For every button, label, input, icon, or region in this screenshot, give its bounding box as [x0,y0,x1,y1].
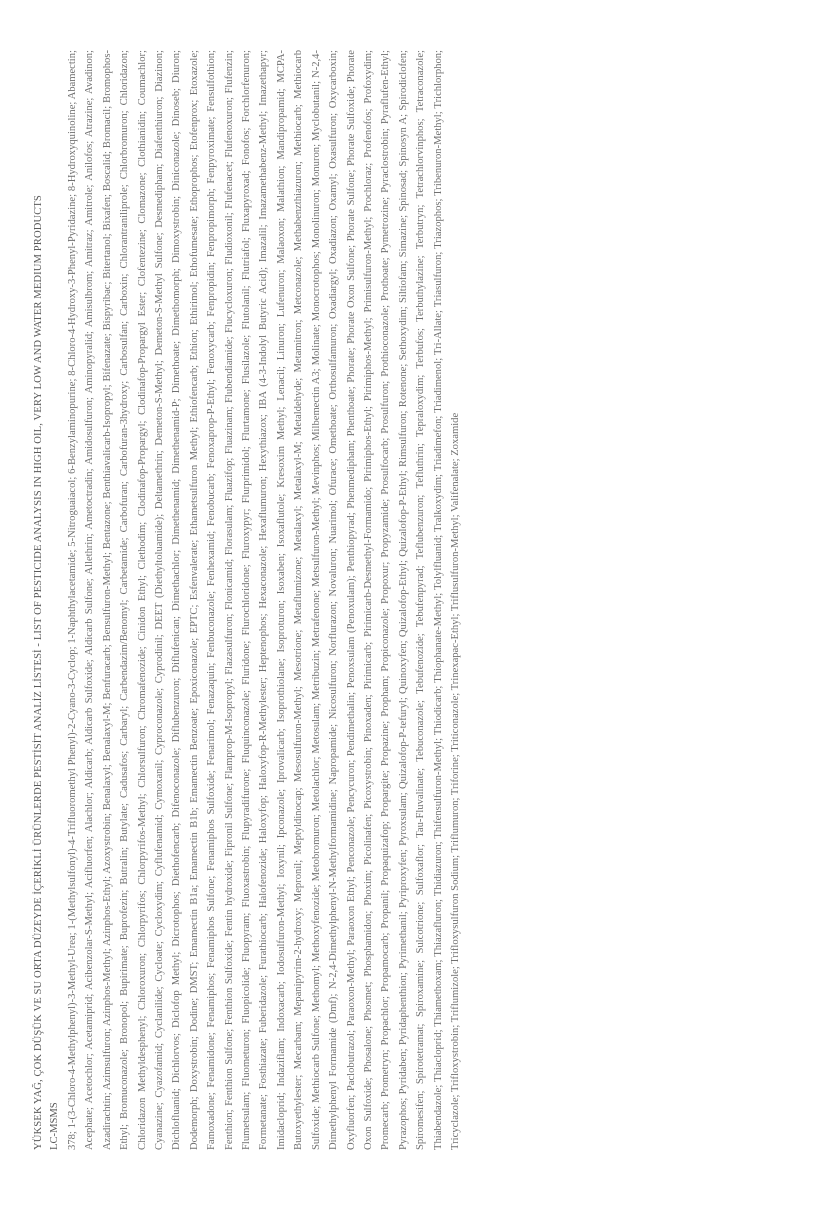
rotated-content [30,50,820,1150]
pesticide-list: 378; 1-(3-Chloro-4-Methylphenyl)-3-Methyl-Urea; 1-(Methylsulfonyl)-4-Trifluoromethyl Phenyl)-2-Cyano-3-Cyclop; 1-Naphthylacetamide; 5-Nitroguaiacol; 6-Benzylaminopurine; 8-Chloro-4-Hydroxy-3-Phenyl-Pyridazine; 8-Hydroxyquinoline; Abamectin; Acephate; Acetochlor; Acetamiprid; Acibenzolar-S-Methyl; Acifluorfen; Alachlor; Aldicarb; Aldicarb Sulfoxide; Aldicarb Sulfone; Allethrin; Ametoctradin; Amidosulfuron; Aminopyralid; Amisulbrom; Amitraz; Amitrole; Anilofos; Atrazine; Avadinon; Azadirachtin; Azimsulfuron; Azinphos-Methyl; Azinphos-Ethyl; Azoxystrobin; Benalaxyl; Benalaxyl-M; Benfuracarb; Bensulfuron-Methyl; Bentazone; Benthiavalicarb-Isopropyl; Bifenazate; Bispyribac; Bitertanol; Bixafen; Boscalid; Bromacil; Bromophos-Ethyl; Bromuconazole; Bronopol; Bupirimate; Buprofezin; Butralin; Butylate; Cadusafos; Carbaryl; Carbendazim/Benomyl; Carbetamide; Carbofuran; Carbofuran-3hydroxy; Carbosulfan; Carboxin; Chlorantraniliprole; Chlorbromuron; Chloridazon; Chloridazon Methyldesphenyl; Chloroxuron; Chlorpyrifos; Chlorpyrifos-Methyl; Chlorsulfuron; Chromafenozide; Cinidon Ethyl; Clethodim; Clodinafop-Propargyl; Clodinafop-Propargyl Ester; Clofentezine; Clomazone; Clothianidin; Coumachlor; Cyanazine; Cyazofamid; Cyclanilide; Cycloate; Cycloxydim; Cyflufenamid; Cymoxanil; Cyproconazole; Cyprodinil; DEET (Diethyltoluamide); Deltamethrin; Demeton-S-Methyl; Demeton-S-Methyl Sulfone; Desmedipham; Diafenthiuron; Diazinon; Dichlofluanid; Dichlorvos; Diclofop Methyl; Dicrotophos; Diethofencarb; Difenoconazole; Diflubenzuron; Diflufenican; Dimethachlor; Dimethenamid; Dimethenamid-P; Dimethoate; Dimethomorph; Dimoxystrobin; Diniconazole; Dinoseb; Diuron; Dodemorph; Doxystrobin; Dodine; DMST; Emamectin B1a; Emamectin B1b; Emamectin Benzoate; Epoxiconazole; EPTC; Esfenvalerate; Ethametsulfuron Methyl; Ethiofencarb; Ethion; Ethirimol; Ethofumesate; Ethoprophos; Etofenprox; Etoxazole; Famoxadone; Fenamidone; Fenamiphos; Fenamiphos Sulfone; Fenamiphos Sulfoxide; Fenarimol; Fenazaquin; Fenbuconazole; Fenhexamid; Fenobucarb; Fenoxaprop-P-Ethyl; Fenoxycarb; Fenpropidin; Fenpropimorph; Fenpyroximate; Fensulfothion; Fenthion; Fenthion Sulfone; Fenthion Sulfoxide; Fentin hydroxide; Fipronil Sulfone; Flamprop-M-Isopropyl; Flazasulfuron; Flonicamid; Florasulam; Fluazifop; Fluazinam; Flubendiamide; Flucycloxuron; Fludioxonil; Flufenacet; Flufenoxuron; Flufenzin; Flumetsulam; Fluometuron; Fluopicolide; Fluopyram; Fluoxastrobin; Flupyradifurone; Fluquinconazole; Fluridone; Flurochloridone; Fluroxypyr; Flurprimidol; Flurtamone; Flusilazole; Flutolanil; Flutriafol; Fluxapyroxad; Fonofos; Forchlorfenuron; Formetanate; Fosthiazate; Fuberidazole; Furathiocarb; Halofenozide; Haloxyfop; Haloxyfop-R-Methylester; Heptenophos; Hexaconazole; Hexaflumuron; Hexythiazox; IBA (4-3-Indolyl Butyric Acid); Imazalil; Imazamethabenz-Methyl; Imazethapyr; Imidacloprid; Indaziflam; Indoxacarb; Iodosulfuron-Methyl; Ioxynil; Ipconazole; Iprovalicarb; Isoprothiolane; Isoproturon; Isoxaben; Isoxaflutole; Kresoxim Methyl; Lenacil; Linuron; Lufenuron; Malaoxon; Malathion; Mandipropamid; MCPA-Butoxyethylester; Mecarbam; Mepanipyrim-2-hydroxy; Mepronil; Meptyldinocap; Mesosulfuron-Methyl; Mesotrione; Metaflumizone; Metalaxyl; Metalaxyl-M; Metaldehyde; Metamitron; Metconazole; Methabenzthiazuron; Methiocarb; Methiocarb Sulfoxide; Methiocarb Sulfone; Methomyl; Methoxyfenozide; Metobromuron; Metolachlor; Metosulam; Metribuzin; Metrafenone; Metsulfuron-Methyl; Mevinphos; Milbemectin A3; Molinate; Monocrotophos; Monolinuron; Monuron; Myclobutanil; N-2,4-Dimethylphenyl Formamide (Dmf); N-2,4-Dimethylphenyl-N-Methylformamidine; Napropamide; Nicosulfuron; Norflurazon; Novaluron; Nuarimol; Ofurace; Omethoate; Orthosulfamuron; Oxadiargyl; Oxadiazon; Oxamyl; Oxasulfuron; Oxycarboxin; Oxyfluorfen; Paclobutrazol; Paraoxon-Methyl; Paraoxon Ethyl; Penconazole; Pencycuron; Pendimethalin; Penoxsulam (Penoxulam); Penthiopyrad; Phenmedipham; Phenthoate; Phorate; Phorate Oxon Sulfone; Phorate Sulfone; Phorate Sulfoxide; Phorate Oxon Sulfoxide; Phosalone; Phosmet; Phosphamidon; Phoxim; Picolinafen; Picoxystrobin; Pinoxaden; Pirimicarb; Pirimicarb-Desmethyl-Formamido; Pirimiphos-Ethyl; Pirimiphos-Methyl; Primisulfuron-Methyl; Prochloraz; Profenofos; Profoxydim; Promecarb; Prometryn; Propachlor; Propamocarb; Propanil; Propaquizafop; Propargite; Propazine; Propham; Propiconazole; Propoxur; Propyzamide; Prosulfocarb; Prosulfuron; Prothioconazole; Prothoate; Pymetrozine; Pyraclostrobin; Pyraflufen-Ethyl; Pyrazophos; Pyridaben; Pyridaphenthion; Pyrimethanil; Pyriproxyfen; Pyroxsulam; Quizalofop-P-tefuryl; Quinoxyfen; Quizalofop-Ethyl; Quizalofop-P-Ethyl; Rimsulfuron; Rotenone; Sethoxydim; Siltiofam; Simazine; Spinosad; Spinosyn A; Spirodiclofen; Spiromesifen; Spirotetramat; Spiroxamine; Sulcotrione; Sulfoxaflor; Tau-Fluvalinate; Tebuconazole; Tebufenozide; Tebufenpyrad; Teflubenzuron; Tefluthrin; Tepraloxydim; Terbufos; Terbuthylazine; Terbutryn; Tetrachlorvinphos; Tetraconazole; Thiabendazole; Thiacloprid; Thiamethoxam; Thiazafluron; Thidiazuron; Thifensulfuron-Methyl; Thiodicarb; Thiophanate-Methyl; Tolylfluanid; Tralkoxydim; Triadimefon; Triadimenol; Tri-Allate; Triasulfuron; Triazophos; Tribenuron-Methyl; Trichlorphon; Tricyclazole; Trifloxystrobin; Triflumizole; Trifloxysulfuron Sodium; Triflumuron; Triforine; Triticonazole; Trinexapac-Ethyl; Triflusulfuron-Methyl; Valifenalate; Zoxamide [67,50,461,1150]
document-title: YÜKSEK YAĞ, ÇOK DÜŞÜK VE SU ORTA DÜZEYDE İÇERİKLİ ÜRÜNLERDE PESTİSİT ANALİZ LİSTESİ - LIST OF PESTICIDE ANALYSIS IN HIGH OIL, VERY LOW AND WATER MEDIUM PRODUCTS [33,195,44,1150]
method-label: LC-MSMS [49,1102,60,1150]
